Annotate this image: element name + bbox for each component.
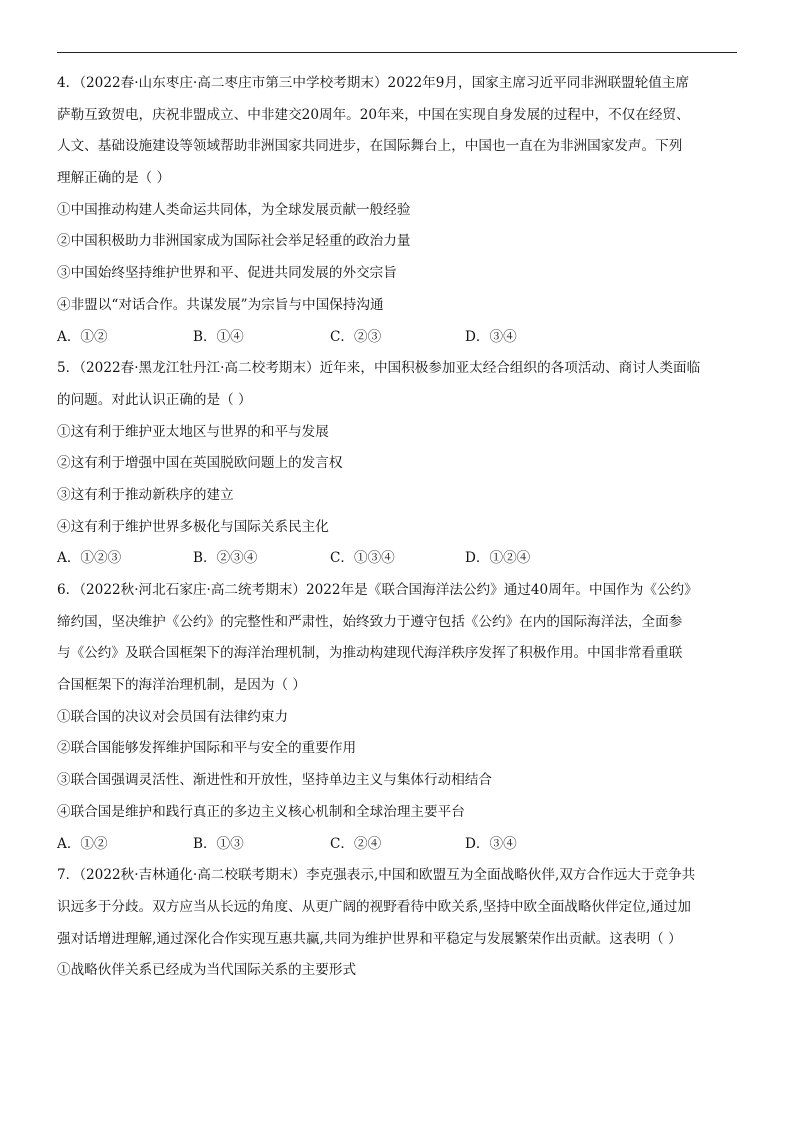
statement: ①联合国的决议对会员国有法律约束力	[57, 708, 289, 725]
question-stem-line: 萨勒互致贺电，庆祝非盟成立、中非建交20周年。20年来，中国在实现自身发展的过程中，不仅在经贸、	[57, 106, 690, 123]
question-stem-line: 4．（2022春·山东枣庄·高二枣庄市第三中学校考期末）2022年9月，国家主席习近平同非洲联盟轮值主席	[57, 75, 690, 91]
statement: ③这有利于推动新秩序的建立	[57, 486, 234, 503]
answer-options	[57, 322, 741, 354]
option-a: A．①②	[57, 328, 108, 345]
question-stem-line: 合国框架下的海洋治理机制，是因为（ ）	[57, 677, 307, 694]
option-d: D．③④	[465, 835, 517, 852]
question-6	[57, 575, 741, 860]
answer-options	[57, 543, 741, 575]
question-stem-line: 人文、基础设施建设等领域帮助非洲国家共同进步，在国际舞台上，中国也一直在为非洲国家发声。下列	[57, 138, 683, 155]
option-c: C．②③	[330, 328, 382, 345]
question-stem-line: 强对话增进理解,通过深化合作实现互惠共赢,共同为维护世界和平稳定与发展繁荣作出贡献。这表明（ ）	[57, 930, 682, 947]
question-stem-line: 缔约国，坚决维护《公约》的完整性和严肃性，始终致力于遵守包括《公约》在内的国际海洋法，全面参	[57, 613, 683, 630]
statement: ③联合国强调灵活性、渐进性和开放性，坚持单边主义与集体行动相结合	[57, 772, 492, 789]
option-c: C．①③④	[330, 550, 395, 567]
statement: ②联合国能够发挥维护国际和平与安全的重要作用	[57, 740, 357, 757]
question-stem-line: 7．（2022秋·吉林通化·高二校联考期末）李克强表示,中国和欧盟互为全面战略伙伴,双方合作远大于竞争共	[57, 867, 696, 884]
question-stem-line: 与《公约》及联合国框架下的海洋治理机制，为推动构建现代海洋秩序发挥了积极作用。中国非常看重联	[57, 645, 683, 662]
option-b: B．②③④	[193, 550, 258, 567]
option-d: D．①②④	[465, 550, 531, 567]
question-5	[57, 353, 741, 575]
statement: ②中国积极助力非洲国家成为国际社会举足轻重的政治力量	[57, 233, 411, 250]
option-d: D．③④	[465, 328, 517, 345]
question-stem-line: 5．（2022春·黑龙江牡丹江·高二校考期末）近年来，中国积极参加亚太经合组织的各项活动、商讨人类面临	[57, 360, 701, 377]
answer-options	[57, 829, 741, 861]
statement: ③中国始终坚持维护世界和平、促进共同发展的外交宗旨	[57, 265, 397, 282]
option-a: A．①②③	[57, 550, 122, 567]
header-rule	[57, 52, 737, 53]
option-c: C．②④	[330, 835, 382, 852]
statement: ①这有利于维护亚太地区与世界的和平与发展	[57, 423, 329, 440]
question-stem-line: 的问题。对此认识正确的是（ ）	[57, 391, 252, 408]
question-4	[57, 68, 741, 353]
question-stem-line: 理解正确的是（ ）	[57, 170, 171, 187]
statement: ④非盟以“对话合作。共谋发展”为宗旨与中国保持沟通	[57, 296, 384, 313]
question-7	[57, 860, 741, 987]
option-a: A．①②	[57, 835, 108, 852]
statement: ①中国推动构建人类命运共同体，为全球发展贡献一般经验	[57, 201, 411, 218]
statement: ④联合国是维护和践行真正的多边主义核心机制和全球治理主要平台	[57, 803, 465, 820]
statement: ②这有利于增强中国在英国脱欧问题上的发言权	[57, 455, 343, 472]
option-b: B．①④	[193, 328, 244, 345]
question-stem-line: 识远多于分歧。双方应当从长远的角度、从更广阔的视野看待中欧关系,坚持中欧全面战略伙伴定位,通过加	[57, 898, 691, 915]
statement: ④这有利于维护世界多极化与国际关系民主化	[57, 518, 329, 535]
document-body	[57, 68, 741, 987]
statement: ①战略伙伴关系已经成为当代国际关系的主要形式	[57, 962, 357, 979]
question-stem-line: 6．（2022秋·河北石家庄·高二统考期末）2022年是《联合国海洋法公约》通过40周年。中国作为《公约》	[57, 582, 698, 598]
option-b: B．①③	[193, 835, 244, 852]
